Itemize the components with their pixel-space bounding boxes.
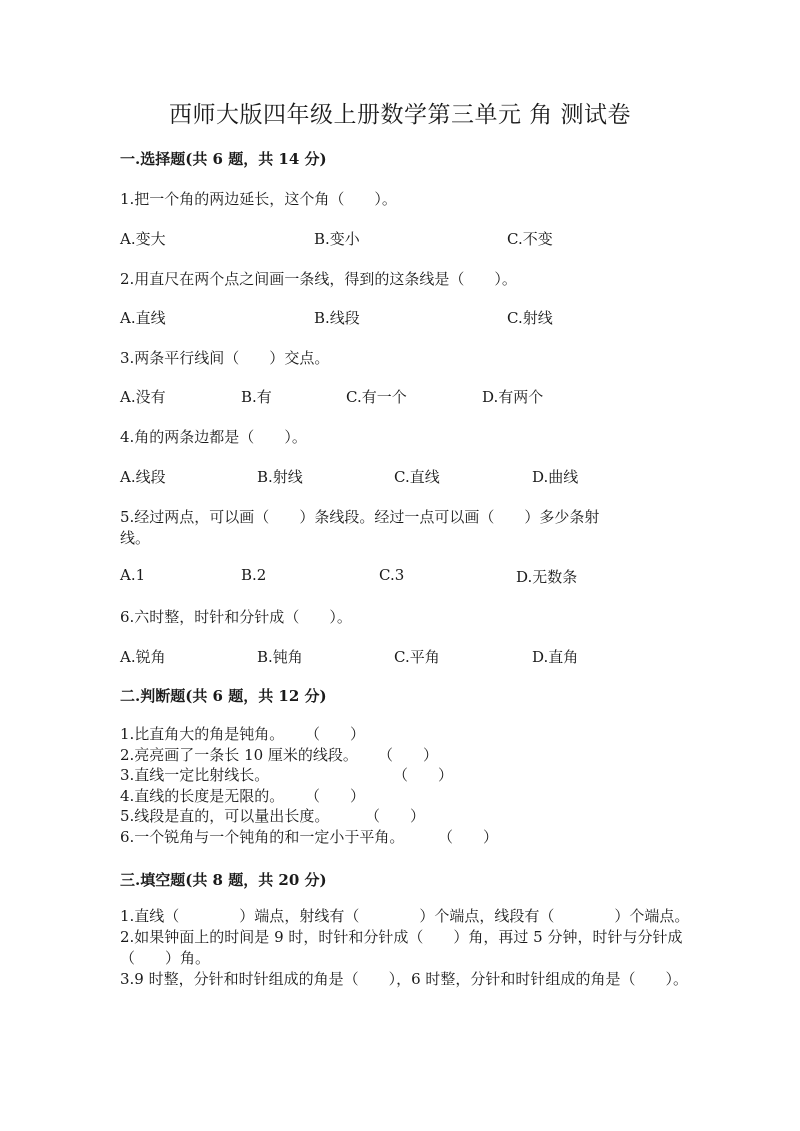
- options-4: [120, 466, 680, 488]
- list-item: 1.直线（ ）端点，射线有（ ）个端点，线段有（ ）个端点。: [120, 907, 690, 925]
- option-a: A.没有: [120, 388, 166, 406]
- options-2: [120, 307, 680, 329]
- judge-statement: 4.直线的长度是无限的。: [120, 786, 285, 805]
- section-heading-fill: 三.填空题(共 8 题，共 20 分): [120, 871, 327, 889]
- judge-statement: 3.直线一定比射线长。: [120, 766, 270, 784]
- question-5: 5.经过两点，可以画（ ）条线段。经过一点可以画（ ）多少条射: [120, 508, 600, 526]
- options-6: [120, 646, 680, 668]
- option-a: A.变大: [120, 230, 166, 248]
- option-c: C.直线: [394, 468, 440, 486]
- options-5: [120, 566, 680, 588]
- question-6: 6.六时整，时针和分针成（ ）。: [120, 608, 352, 626]
- list-item: [120, 806, 426, 827]
- option-b: B.线段: [314, 309, 360, 327]
- judge-statement: 2.亮亮画了一条长 10 厘米的线段。: [120, 745, 358, 764]
- answer-blank[interactable]: （ ）: [438, 827, 499, 846]
- option-a: A.直线: [120, 309, 166, 327]
- option-d: D.曲线: [532, 468, 579, 486]
- option-c: C.平角: [394, 648, 440, 666]
- option-d: D.无数条: [516, 568, 578, 586]
- option-b: B.有: [241, 388, 272, 406]
- option-b: B.射线: [257, 468, 303, 486]
- question-2: 2.用直尺在两个点之间画一条线，得到的这条线是（ ）。: [120, 270, 517, 288]
- page-title: 西师大版四年级上册数学第三单元 角 测试卷: [168, 102, 632, 128]
- option-d: D.直角: [532, 648, 579, 666]
- option-b: B.2: [241, 566, 267, 584]
- list-item: [120, 786, 404, 807]
- answer-blank[interactable]: （ ）: [378, 745, 439, 764]
- option-c: C.3: [379, 566, 405, 584]
- list-item: 2.如果钟面上的时间是 9 时，时针和分针成（ ）角，再过 5 分钟，时针与分针成（ ）角。: [120, 928, 683, 967]
- answer-blank[interactable]: （ ）: [365, 807, 426, 825]
- section-heading-judge: 二.判断题(共 6 题，共 12 分): [120, 687, 327, 705]
- judge-list: [120, 724, 499, 847]
- option-d: D.有两个: [482, 388, 544, 406]
- option-a: A.1: [120, 566, 146, 584]
- answer-blank[interactable]: （ ）: [305, 786, 366, 805]
- list-item: [120, 724, 404, 745]
- option-c: C.射线: [507, 309, 553, 327]
- list-item: [120, 745, 439, 766]
- answer-blank[interactable]: （ ）: [305, 725, 366, 743]
- judge-statement: 5.线段是直的，可以量出长度。: [120, 807, 330, 825]
- judge-statement: 1.比直角大的角是钝角。: [120, 725, 285, 743]
- option-a: A.锐角: [120, 648, 166, 666]
- fill-list: [120, 906, 690, 990]
- answer-blank[interactable]: （ ）: [393, 766, 454, 784]
- option-c: C.有一个: [346, 388, 407, 406]
- list-item: [120, 827, 499, 848]
- option-a: A.线段: [120, 468, 166, 486]
- list-item: 3.9 时整，分针和时针组成的角是（ ），6 时整，分针和时针组成的角是（ ）。: [120, 970, 688, 988]
- section-heading-choice: 一.选择题(共 6 题，共 14 分): [120, 150, 327, 168]
- options-3: [120, 386, 680, 408]
- option-b: B.变小: [314, 230, 360, 248]
- judge-statement: 6.一个锐角与一个钝角的和一定小于平角。: [120, 827, 405, 846]
- question-3: 3.两条平行线间（ ）交点。: [120, 349, 330, 367]
- options-1: [120, 228, 680, 250]
- question-5-continued: 线。: [120, 529, 151, 547]
- option-c: C.不变: [507, 230, 553, 248]
- list-item: [120, 765, 454, 786]
- question-1: 1.把一个角的两边延长，这个角（ ）。: [120, 190, 397, 208]
- option-b: B.钝角: [257, 648, 303, 666]
- question-4: 4.角的两条边都是（ ）。: [120, 428, 307, 446]
